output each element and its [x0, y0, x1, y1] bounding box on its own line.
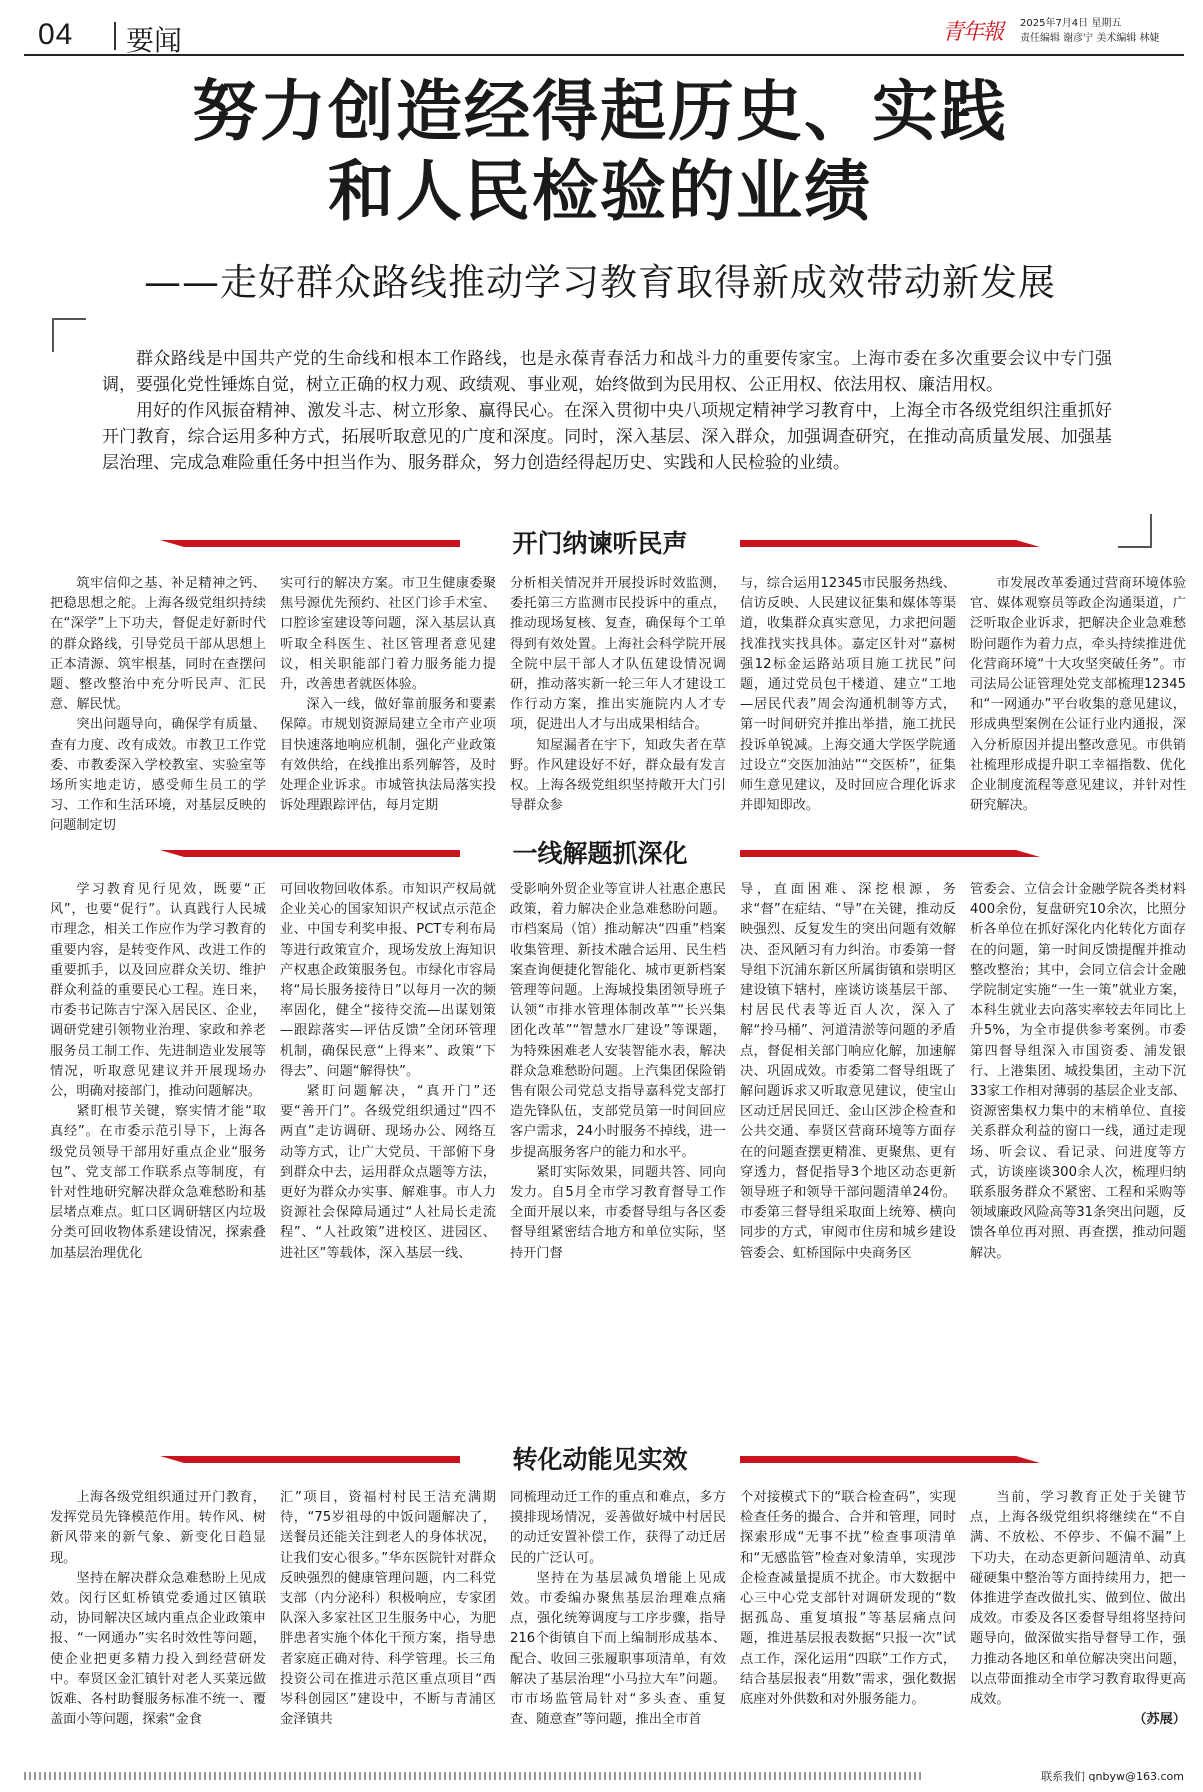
section-2-column-5 — [970, 880, 1186, 1428]
paragraph: 分析相关情况并开展投诉时效监测，委托第三方监测市民投诉中的重点，推动现场复核、复查，确保每个工单得到有效处置。上海社会科学院开展全院中层干部人才队伍建设情况调研，推动落实新一轮三年人才建设工作行动方案，推出实施院内人才专项，促进出人才与出成果相结合。 — [510, 576, 726, 733]
paragraph: 市发展改革委通过营商环境体验官、媒体观察员等政企沟通渠道，广泛听取企业诉求，把解决企业急难愁盼问题作为着力点，牵头持续推进优化营商环境“十大攻坚突破任务”。市司法局公证管理处党支部梳理12345和“一网通办”平台收集的意见建议，形成典型案例在公证行业内通报，深入分析原因并提出整改意见。市供销社梳理形成提升职工幸福指数、优化企业制度流程等意见建议，并针对性研究解决。 — [970, 576, 1186, 814]
title-bar-left-stripe — [160, 540, 460, 547]
section-1-title: 开门纳谏听民声 — [460, 524, 740, 564]
section-1-column-3 — [510, 574, 726, 819]
editors-credit: 责任编辑 谢彦宁 美术编辑 林婕 — [1020, 33, 1160, 44]
section-2-column-2 — [280, 880, 496, 1428]
section-2-column-1 — [50, 880, 266, 1428]
section-1-column-1 — [50, 574, 266, 834]
paragraph: 知屋漏者在宇下，知政失者在草野。作风建设好不好，群众最有发言权。上海各级党组织坚持敞开大门引导群众参 — [510, 737, 726, 814]
section-1-column-4 — [740, 574, 956, 819]
paragraph: 深入一线，做好靠前服务和要素保障。市规划资源局建立全市产业项目快速落地响应机制，强化产业政策有效供给，在线推出系列解答，及时处理企业诉求。市城管执法局落实投诉处理跟踪评估，每月定期 — [280, 697, 496, 814]
section-2-columns — [50, 880, 1190, 1428]
section-3-column-5 — [970, 1488, 1186, 1758]
paragraph: 管委会、立信会计金融学院各类材料400余份，复盘研究10余次，比照分析各单位在抓好深化内化转化方面存在的问题，第一时间反馈提醒并推动整改整治；其中，会同立信会计金融学院制定实施“一生一策”就业方案，本科生就业去向落实率较去年同比上升5%，为全市提供参考案例。市委第四督导组深入市国资委、浦发银行、上港集团、城投集团，主动下沉33家工作相对薄弱的基层企业支部、资源密集权力集中的末梢单位、直接关系群众利益的窗口一线，通过走现场、听会议、看记录、问进度等方式，访谈座谈300余人次，梳理归纳联系服务群众不紧密、工程和采购等领域廉政风险高等31条突出问题，反馈各单位再对照、再查摆，推动问题解决。 — [970, 882, 1186, 1261]
section-3-column-2 — [280, 1488, 496, 1758]
section-2-title-bar — [160, 834, 1040, 874]
paragraph: 学习教育见行见效，既要“正风”，也要“促行”。认真践行人民城市理念，相关工作应作为学习教育的重要内容，是转变作风、改进工作的重要抓手，以及回应群众关切、维护群众利益的重要民心工程。连日来，市委书记陈吉宁深入居民区、企业，调研党建引领物业治理、家政和养老服务员工制工作、先进制造业发展等情况，听取意见建议并开展现场办公，明确对接部门，推动问题解决。 — [50, 882, 266, 1100]
paragraph: 汇”项目，资福村村民王洁充满期待，“75岁祖母的中饭问题解决了，送餐员还能关注到老人的身体状况，让我们安心很多。”华东医院针对群众反映强烈的健康管理问题，内二科党支部（内分泌科）积极响应，专家团队深入多家社区卫生服务中心，为肥胖患者实施个体化干预方案，指导患者家庭正确对待、科学管理。长三角投资公司在推进示范区重点项目“西岑科创园区”建设中，不断与青浦区金泽镇共 — [280, 1490, 496, 1728]
section-2-column-4 — [740, 880, 956, 1428]
title-bar-right-stripe — [740, 850, 1040, 857]
paragraph: 与，综合运用12345市民服务热线、信访反映、人民建议征集和媒体等渠道，收集群众真实意见，力求把问题找准找实找具体。嘉定区针对“嘉树强12标金运路站项目施工扰民”问题，通过党员包干楼道、建立“工地—居民代表”周会沟通机制等方式，第一时间研究并推出举措，施工扰民投诉单锐减。上海交通大学医学院通过设立“交医加油站”“交医桥”，征集师生意见建议，及时回应合理化诉求并即知即改。 — [740, 576, 956, 814]
paragraph: 紧盯实际效果，同题共答、同向发力。自5月全市学习教育督导工作全面开展以来，市委督导组与各区委督导组紧密结合地方和单位实际，坚持开门督 — [510, 1164, 726, 1261]
footer-contact: 联系我们 qnbyw@163.com — [1041, 1770, 1184, 1783]
paragraph: 紧盯根节关键，察实情才能“取真经”。在市委示范引导下，上海各级党员领导干部用好重点企业“服务包”、党支部工作联系点等制度，有针对性地研究解决群众急难愁盼和基层堵点难点。虹口区调研辖区内垃圾分类可回收物体系建设情况，探索叠加基层治理优化 — [50, 1104, 266, 1261]
section-name: 要闻 — [126, 24, 183, 57]
section-1-column-2 — [280, 574, 496, 819]
section-1-column-5 — [970, 574, 1186, 819]
paragraph: 导，直面困难、深挖根源，务求“督”在症结、“导”在关键，推动反映强烈、反复发生的突出问题有效解决、歪风陋习有力纠治。市委第一督导组下沉浦东新区所属街镇和崇明区建设镇下辖村，座谈访谈基层干部、村居民代表等近百人次，深入了解“拎马桶”、河道清淤等问题的矛盾点，督促相关部门响应化解，加速解决、巩固成效。市委第二督导组既了解问题诉求又听取意见建议，使宝山区动迁居民回迁、金山区涉企检查和公共交通、奉贤区营商环境等方面存在的问题查摆更精准、更聚焦、更有穿透力，督促指导3个地区动态更新领导班子和领导干部问题清单24份。市委第三督导组采取面上统筹、横向同步的方式，审阅市住房和城乡建设管委会、虹桥国际中央商务区 — [740, 882, 956, 1261]
lead-paragraph-2: 用好的作风振奋精神、激发斗志、树立形象、赢得民心。在深入贯彻中央八项规定精神学习教育中，上海全市各级党组织注重抓好开门教育，综合运用多种方式，拓展听取意见的广度和深度。同时，深入基层、深入群众，加强调查研究，在推动高质量发展、加强基层治理、完成急难险重任务中担当作为、服务群众，努力创造经得起历史、实践和人民检验的业绩。 — [102, 401, 1112, 473]
section-3-column-4 — [740, 1488, 956, 1758]
section-3-column-1 — [50, 1488, 266, 1758]
lead-corner-bottom-right — [1118, 514, 1152, 548]
paragraph: 同梳理动迁工作的重点和难点，多方摸排现场情况，妥善做好城中村居民的动迁安置补偿工作，获得了动迁居民的广泛认可。 — [510, 1490, 726, 1566]
lead-box — [52, 318, 1152, 548]
section-2-title: 一线解题抓深化 — [460, 834, 740, 874]
paragraph: 紧盯问题解决，“真开门”还要“善开门”。各级党组织通过“四不两直”走访调研、现场办公、网络互动等方式，让广大党员、干部俯下身到群众中去，运用群众点题等方法，更好为群众办实事、解难事。市人力资源社会保障局通过“人社局长走流程”、“人社政策”进校区、进园区、进社区”等载体，深入基层一线、 — [280, 1084, 496, 1261]
paragraph: 实可行的解决方案。市卫生健康委聚焦号源优先预约、社区门诊手术室、口腔诊室建设等问题，深入基层认真听取全科医生、社区管理者意见建议，相关职能部门着力服务能力提升，改善患者就医体验。 — [280, 576, 496, 693]
paragraph: 受影响外贸企业等宣讲人社惠企惠民政策，着力解决企业急难愁盼问题。市档案局（馆）推动解决“四重”档案收集管理、新技术融合运用、民生档案查询便捷化智能化、城市更新档案管理等问题。上海城投集团领导班子认领“市排水管理体制改革”“长兴集团化改革”“智慧水厂建设”等课题，为特殊困难老人安装智能水表，解决群众急难愁盼问题。上汽集团保险销售有限公司党总支指导嘉科党支部打造先锋队伍，支部党员第一时间回应客户需求，24小时服务不掉线，进一步提高服务客户的能力和水平。 — [510, 882, 726, 1160]
paragraph: 筑牢信仰之基、补足精神之钙、把稳思想之舵。上海各级党组织持续在“深学”上下功夫，督促走好新时代的群众路线，引导党员干部从思想上正本清源、筑牢根基，同时在查摆问题、整改整治中充分听民声、汇民意、解民忧。 — [50, 576, 266, 713]
masthead-logo: 青年報 — [942, 20, 1003, 45]
title-bar-left-stripe — [160, 1456, 460, 1463]
lead-paragraph-1: 群众路线是中国共产党的生命线和根本工作路线，也是永葆青春活力和战斗力的重要传家宝。上海市委在多次重要会议中专门强调，要强化党性锤炼自觉，树立正确的权力观、政绩观、事业观，始终做到为民用权、公正用权、依法用权、廉洁用权。 — [102, 349, 1112, 395]
section-3-columns — [50, 1488, 1190, 1758]
section-1-columns — [50, 574, 1190, 834]
title-bar-right-stripe — [740, 540, 1040, 547]
paragraph: 突出问题导向，确保学有质量、查有力度、改有成效。市教卫工作党委、市教委深入学校教室、实验室等场所实地走访，感受师生员工的学习、工作和生活环境，对基层反映的问题制定切 — [50, 717, 266, 834]
page-footer — [24, 1766, 1184, 1786]
section-3-title-bar — [160, 1440, 1040, 1480]
paragraph: 上海各级党组织通过开门教育，发挥党员先锋模范作用。转作风、树新风带来的新气象、新变化日趋显现。 — [50, 1490, 266, 1566]
footer-pattern-bar — [24, 1772, 924, 1780]
paragraph: 坚持在为基层减负增能上见成效。市委编办聚焦基层治理难点痛点，强化统筹调度与工序步骤，指导216个街镇自下而上编制形成基本、配合、收回三张履职事项清单，有效解决了基层治理“小马拉大车”问题。市市场监管局针对“多头查、重复查、随意查”等问题，推出全市首 — [510, 1570, 726, 1728]
paragraph: 可回收物回收体系。市知识产权局就企业关心的国家知识产权试点示范企业、中国专利奖申报、PCT专利布局等进行政策宣介，现场发放上海知识产权惠企政策服务包。市绿化市容局将“局长服务接待日”以每月一次的频率固化，健全“接待交流—出谋划策—跟踪落实—评估反馈”全闭环管理机制，确保民意“上得来”、政策“下得去”、问题“解得快”。 — [280, 882, 496, 1079]
paragraph: 当前，学习教育正处于关键节点，上海各级党组织将继续在“不自满、不放松、不停步、不偏不漏”上下功夫，在动态更新问题清单、动真碰硬集中整治等方面持续用力，把一体推进学查改做扎实、做到位、做出成效。市委及各区委督导组将坚持问题导向，做深做实指导督导工作，强力推动各地区和单位解决突出问题，以点带面推动全市学习教育取得更高成效。 — [970, 1490, 1186, 1708]
title-bar-left-stripe — [160, 850, 460, 857]
byline: （苏展） — [1133, 1712, 1186, 1728]
issue-date: 2025年7月4日 星期五 — [1020, 18, 1122, 29]
header-info — [1020, 16, 1160, 46]
section-2-column-3 — [510, 880, 726, 1428]
header-divider — [114, 22, 116, 50]
headline-line-1: 努力创造经得起历史、实践 — [192, 73, 1008, 150]
page-header — [24, 10, 1184, 56]
section-3-title: 转化动能见实效 — [460, 1440, 740, 1480]
page-number: 04 — [38, 18, 74, 51]
main-headline — [60, 72, 1140, 232]
lead-corner-top-left — [52, 318, 86, 352]
paragraph: 个对接模式下的“联合检查码”，实现检查任务的撮合、合并和管理，同时探索形成“无事不扰”检查事项清单和“无感监管”检查对象清单，实现涉企检查减量提质不扰企。市大数据中心三中心党支部针对调研发现的“数据孤岛、重复填报”等基层痛点问题，推进基层报表数据“只报一次”试点工作，深化运用“四联”工作方式，结合基层报表“用数”需求，强化数据底座对外供数和对外服务能力。 — [740, 1490, 956, 1708]
paragraph: 坚持在解决群众急难愁盼上见成效。闵行区虹桥镇党委通过区镇联动，协同解决区域内重点企业政策申报、“一网通办”实名时效性等问题，使企业把更多精力投入到经营研发中。奉贤区金汇镇针对老人买菜远做饭难、各村助餐服务标准不统一、覆盖面小等问题，探索“金食 — [50, 1570, 266, 1728]
sub-headline: ——走好群众路线推动学习教育取得新成效带动新发展 — [144, 261, 1056, 304]
section-1-title-bar — [160, 524, 1040, 564]
section-3-column-3 — [510, 1488, 726, 1758]
lead-text — [102, 346, 1112, 476]
headline-line-2: 和人民检验的业绩 — [328, 153, 872, 230]
title-bar-right-stripe — [740, 1456, 1040, 1463]
